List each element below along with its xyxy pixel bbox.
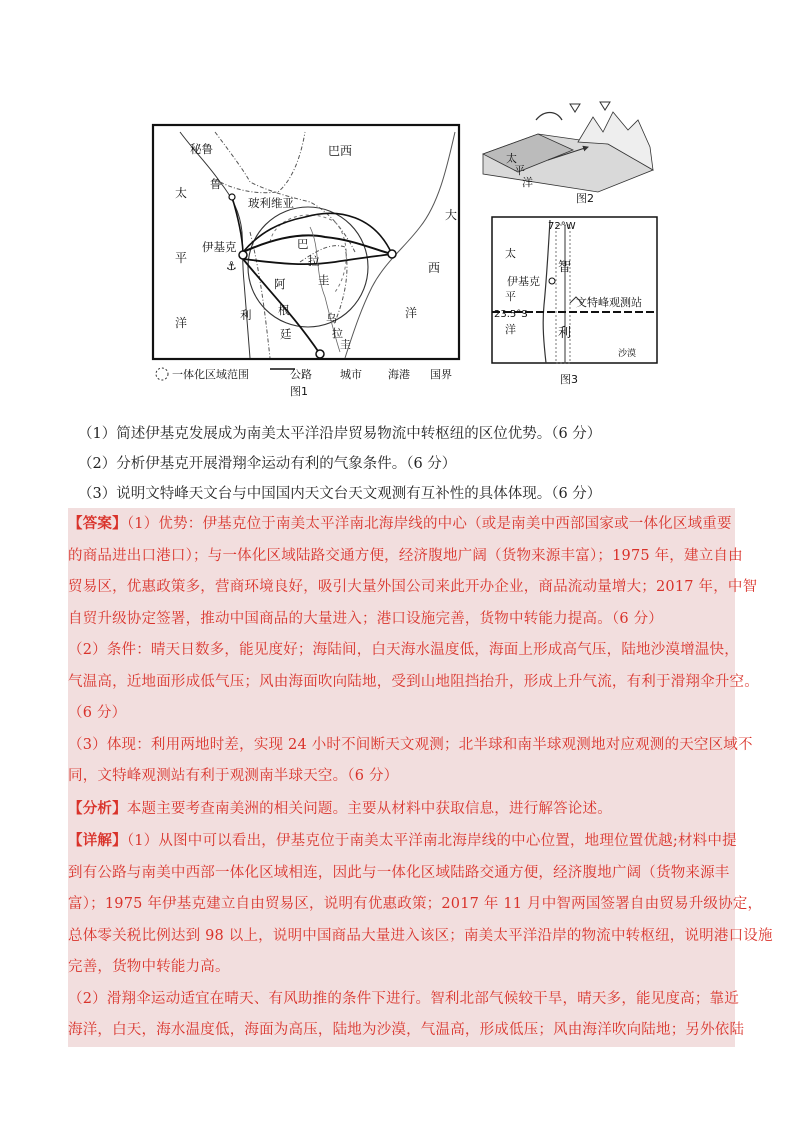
- svg-text:根: 根: [278, 303, 290, 317]
- legend-road: 公路: [290, 368, 312, 381]
- svg-text:巴: 巴: [297, 237, 309, 251]
- analysis-text: 本题主要考查南美洲的相关问题。主要从材料中获取信息，进行解答论述。: [126, 800, 612, 817]
- svg-text:⚓: ⚓: [226, 259, 237, 273]
- svg-text:平: 平: [514, 164, 525, 177]
- legend-city: 城市: [340, 368, 362, 381]
- svg-text:洋: 洋: [505, 323, 516, 336]
- svg-text:太: 太: [506, 152, 517, 165]
- answer-block: [68, 508, 773, 1047]
- answer-tag: 【答案】: [68, 515, 127, 532]
- svg-text:利: 利: [558, 326, 572, 341]
- fig1-caption: 图1: [290, 385, 308, 398]
- figure3-map: [490, 215, 660, 390]
- svg-text:洋: 洋: [522, 176, 533, 189]
- svg-text:拉: 拉: [332, 327, 343, 340]
- svg-text:大: 大: [445, 208, 458, 222]
- answer-line: 同，文特峰观测站有利于观测南半球天空。（6 分）: [68, 768, 399, 784]
- answer-line: （6 分）: [68, 705, 127, 721]
- detail-line: 完善，货物中转能力高。: [68, 959, 230, 975]
- detail-line: 富）；1975 年伊基克建立自由贸易区，说明有优惠政策；2017 年 11 月中智两国签署自由贸易升级协定，: [68, 896, 763, 912]
- fig1-label-lu: 鲁: [210, 177, 222, 191]
- answer-line: （3）体现：利用两地时差，实现 24 小时不间断天文观测；北半球和南半球观测地对应观测的天空区域不: [68, 736, 753, 753]
- svg-text:太: 太: [175, 186, 188, 200]
- detail-line: 海洋，白天，海水温度低，海面为高压，陆地为沙漠，气温高，形成低压；风由海洋吹向陆地；另外依陆: [68, 1022, 745, 1038]
- answer-line: 气温高，近地面形成低气压；风由海面吹向陆地，受到山地阻挡抬升，形成上升气流，有利于滑翔伞升空。: [68, 673, 759, 690]
- question-2: （2）分析伊基克开展滑翔伞运动有利的气象条件。（6 分）: [78, 456, 457, 472]
- figure1-map: [150, 122, 470, 402]
- svg-text:乌: 乌: [326, 312, 337, 325]
- legend-border: 国界: [430, 368, 452, 381]
- detail-line: （2）滑翔伞运动适宜在晴天、有风助推的条件下进行。智利北部气候较干旱，晴天多，能见度高；靠近: [68, 990, 739, 1007]
- fig3-lon: 72°W: [548, 221, 576, 232]
- fig1-label-bolivia: 玻利维亚: [248, 196, 294, 210]
- fig3-caption: 图3: [560, 373, 578, 386]
- detail-line: 总体零关税比例达到 98 以上，说明中国商品大量进入该区；南美太平洋沿岸的物流中转枢纽，说明港口设施: [68, 927, 773, 944]
- answer-line: 的商品进出口港口）；与一体化区域陆路交通方便，经济腹地广阔（货物来源丰富）；1975 年，建立自由: [68, 547, 743, 564]
- fig1-label-bilu: 秘鲁: [190, 142, 213, 156]
- legend-port: 海港: [388, 368, 410, 381]
- svg-text:廷: 廷: [280, 327, 292, 341]
- answer-line: （1）优势：伊基克位于南美太平洋南北海岸线的中心（或是南美中西部国家或一体化区域重要: [126, 516, 732, 532]
- svg-text:平: 平: [505, 290, 516, 303]
- detail-tag: 【详解】: [68, 832, 127, 849]
- svg-text:洋: 洋: [175, 316, 188, 330]
- svg-text:西: 西: [428, 261, 441, 275]
- svg-text:圭: 圭: [340, 338, 351, 351]
- fig3-station: 文特峰观测站: [576, 296, 642, 309]
- svg-text:太: 太: [505, 247, 516, 260]
- svg-text:利: 利: [240, 308, 252, 322]
- analysis-tag: 【分析】: [68, 799, 127, 817]
- svg-text:智: 智: [558, 260, 572, 275]
- question-3: （3）说明文特峰天文台与中国国内天文台天文观测有互补性的具体体现。（6 分）: [78, 486, 602, 502]
- answer-line: 自贸升级协定签署，推动中国商品的大量进入；港口设施完善，货物中转能力提高。（6 分）: [68, 610, 663, 627]
- svg-text:洋: 洋: [405, 306, 418, 320]
- fig3-desert: 沙漠: [618, 349, 637, 359]
- fig3-city: 伊基克: [507, 275, 540, 288]
- svg-text:平: 平: [175, 251, 188, 265]
- fig1-label-iquique: 伊基克: [202, 240, 237, 254]
- answer-line: （2）条件：晴天日数多，能见度好；海陆间，白天海水温度低，海面上形成高气压，陆地沙漠增温快，: [68, 642, 739, 658]
- legend-region: 一体化区域范围: [172, 368, 249, 381]
- detail-line: （1）从图中可以看出，伊基克位于南美太平洋南北海岸线的中心位置，地理位置优越;材料中提: [126, 833, 737, 849]
- svg-text:圭: 圭: [318, 273, 330, 287]
- question-1: （1）简述伊基克发展成为南美太平洋沿岸贸易物流中转枢纽的区位优势。（6 分）: [78, 426, 602, 442]
- svg-text:阿: 阿: [274, 277, 286, 291]
- detail-line: 到有公路与南美中西部一体化区域相连，因此与一体化区域陆路交通方便，经济腹地广阔（货物来源丰: [68, 864, 730, 881]
- answer-line: 贸易区，优惠政策多，营商环境良好，吸引大量外国公司来此开办企业，商品流动量增大；2017 年，中智: [68, 579, 758, 595]
- figure2-diagram: [478, 92, 668, 207]
- fig2-caption: 图2: [576, 192, 594, 205]
- fig3-lat: 23.5°S: [494, 309, 528, 320]
- fig1-label-brazil: 巴西: [328, 144, 353, 158]
- svg-text:拉: 拉: [308, 254, 320, 268]
